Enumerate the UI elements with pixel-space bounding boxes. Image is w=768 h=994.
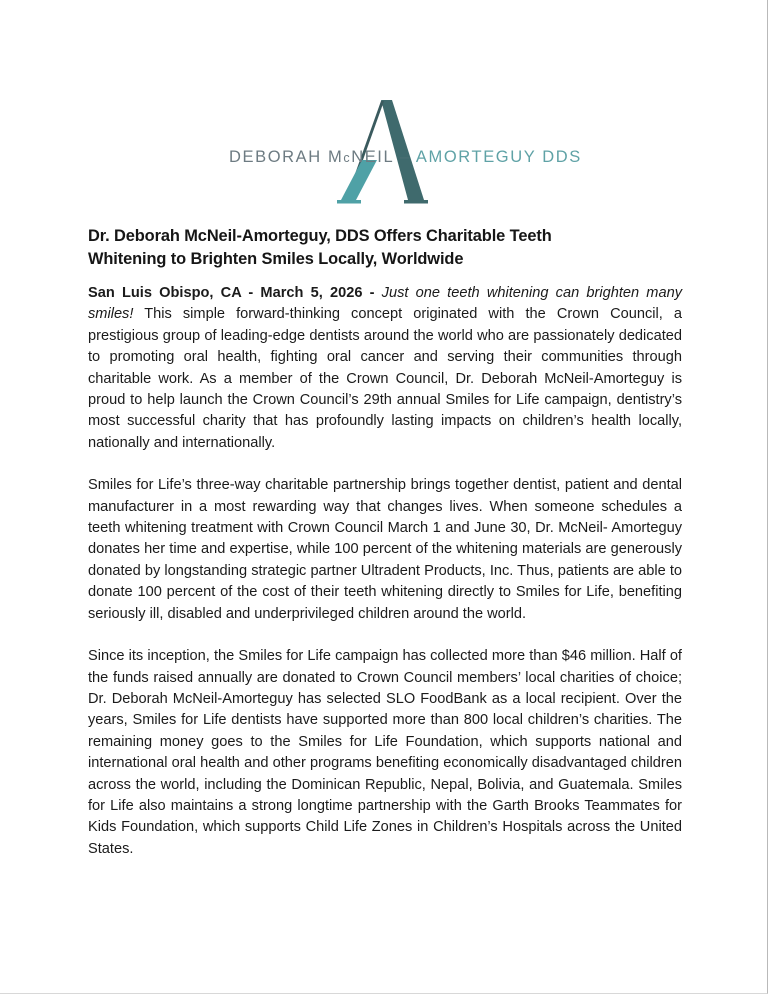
lede-sentence: Just one teeth whitening can brighten many smiles! [88, 285, 682, 323]
headline-line-2: Whitening to Brighten Smiles Locally, Worldwide [88, 250, 464, 269]
logo-wordmark-left-small: c [343, 151, 352, 165]
logo-wordmark [229, 148, 582, 167]
headline-line-1: Dr. Deborah McNeil-Amorteguy, DDS Offers Charitable Teeth [88, 226, 552, 245]
article-body [88, 283, 682, 860]
paragraph-1 [88, 283, 682, 454]
dateline: San Luis Obispo, CA - March 5, 2026 - [88, 285, 382, 301]
logo-wordmark-right: AMORTEGUY DDS [415, 148, 582, 166]
paragraph-3: Since its inception, the Smiles for Life campaign has collected more than $46 million. Half of the funds raised annually are donated to Crown Council members’ local charities of choice; Dr. Deborah McNeil-Amorteguy has selected SLO FoodBank as a local recipient. Over the years, Smiles for Life dentists have supported more than 800 local children’s charities. The remaining money goes to the Smiles for Life Foundation, which supports national and international oral health and other programs benefiting economically disadvantaged children across the world, including the Dominican Republic, Nepal, Bolivia, and Guatemala. Smiles for Life also maintains a strong longtime partnership with the Garth Brooks Teammates for Kids Foundation, which supports Child Life Zones in Children’s Hospitals across the United States. [88, 648, 682, 857]
logo-wordmark-dash: – [393, 148, 416, 166]
logo-wordmark-left: DEBORAH M [229, 148, 344, 166]
page-title [88, 225, 683, 272]
paragraph-1-rest: This simple forward-thinking concept originated with the Crown Council, a prestigious group of leading-edge dentists around the world who are passionately dedicated to promoting oral health, fighting oral cancer and serving their communities through charitable work. As a member of the Crown Council, Dr. Deborah McNeil-Amorteguy is proud to help launch the Crown Council’s 29th annual Smiles for Life campaign, dentistry’s most successful charity that has profoundly lasting impacts on children’s health locally, nationally and internationally. [88, 306, 682, 451]
logo-wordmark-left-rest: NEIL [351, 148, 394, 166]
letterhead-logo [0, 96, 768, 208]
paragraph-2: Smiles for Life’s three-way charitable partnership brings together dentist, patient and dental manufacturer in a most rewarding way that changes lives. When someone schedules a teeth whitening treatment with Crown Council March 1 and June 30, Dr. McNeil- Amorteguy donates her time and expertise, while 100 percent of the whitening materials are generously donated by longstanding strategic partner Ultradent Products, Inc. Thus, patients are able to donate 100 percent of the cost of their teeth whitening directly to Smiles for Life, benefiting seriously ill, disabled and underprivileged children around the world. [88, 477, 682, 622]
